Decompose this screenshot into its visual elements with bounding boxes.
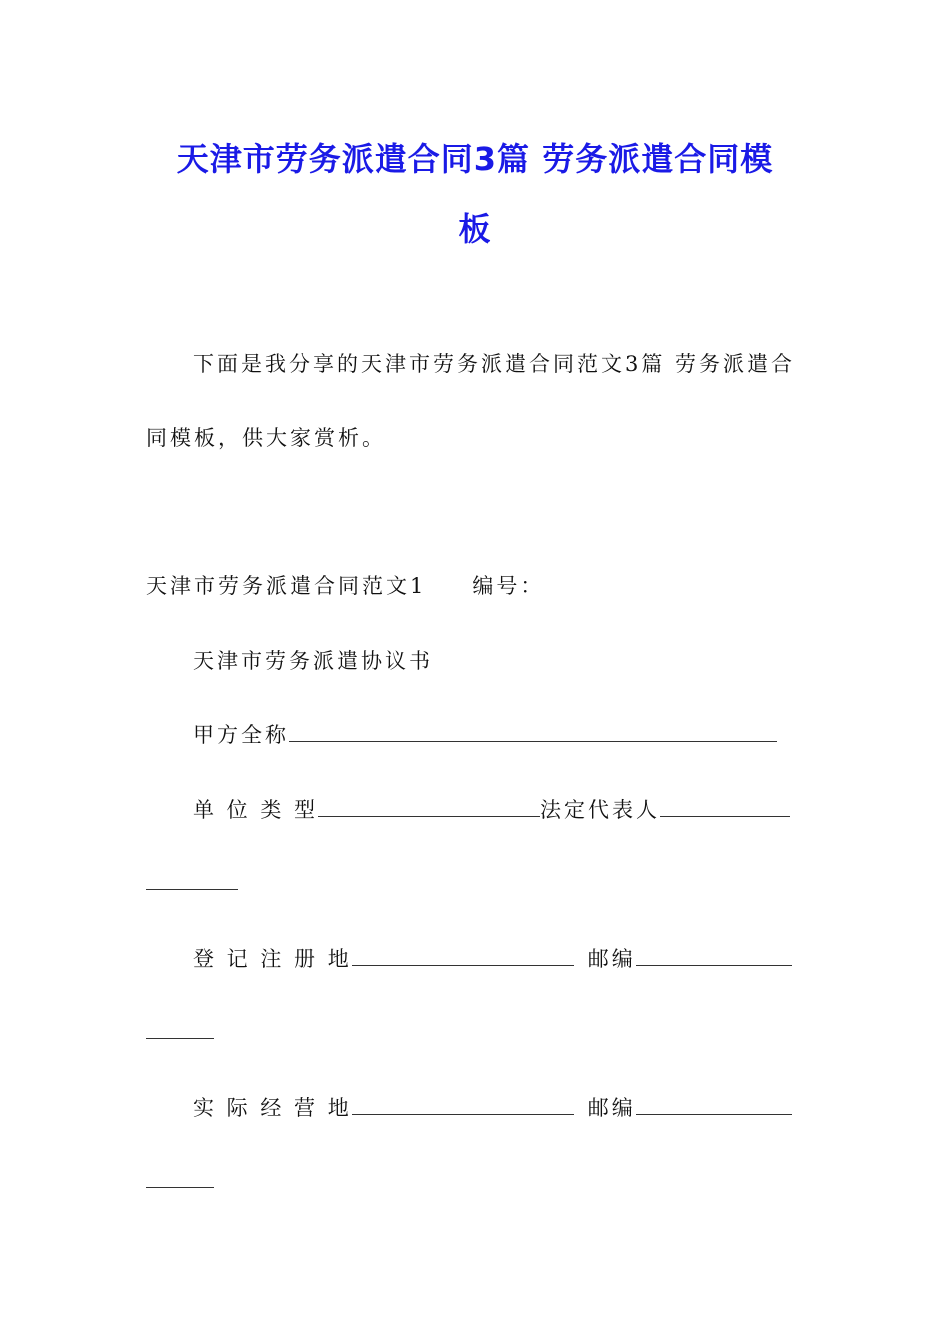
legal-rep-label: 法定代表人: [540, 798, 661, 822]
postcode-blank-1-continued-row: [146, 1017, 214, 1044]
unit-type-label: 单 位 类 型: [193, 798, 319, 822]
reg-address-blank: [352, 944, 574, 966]
postcode-blank-2-continued: [146, 1166, 214, 1188]
actual-address-row: [193, 1092, 792, 1122]
intro-paragraph-line-2: 同模板，供大家赏析。: [146, 426, 386, 450]
agreement-title: 天津市劳务派遣协议书: [193, 649, 433, 673]
actual-address-blank: [352, 1093, 574, 1115]
postcode-blank-1: [636, 944, 792, 966]
actual-address-label: 实 际 经 营 地: [193, 1096, 352, 1120]
document-title-line-2: 板: [458, 210, 492, 248]
party-a-fullname-row: [193, 719, 777, 749]
legal-rep-blank-continued: [146, 868, 238, 890]
section-heading: 天津市劳务派遣合同范文1: [146, 574, 427, 598]
document-title-line-1: 天津市劳务派遣合同3篇 劳务派遣合同模: [176, 140, 774, 178]
intro-paragraph-line-1: 下面是我分享的天津市劳务派遣合同范文3篇 劳务派遣合: [193, 352, 796, 376]
reg-address-row: [193, 943, 792, 973]
postcode-label-2: 邮编: [587, 1096, 636, 1120]
section-heading-row: [146, 570, 544, 600]
unit-type-blank: [318, 795, 540, 817]
party-a-fullname-label: 甲方全称: [193, 723, 289, 747]
postcode-label-1: 邮编: [587, 947, 636, 971]
postcode-blank-1-continued: [146, 1017, 214, 1039]
legal-rep-blank: [660, 795, 790, 817]
reg-address-label: 登 记 注 册 地: [193, 947, 352, 971]
unit-type-row: [193, 794, 790, 824]
postcode-blank-2-continued-row: [146, 1166, 214, 1193]
party-a-fullname-blank: [289, 720, 777, 742]
number-label: 编号：: [472, 574, 545, 598]
postcode-blank-2: [636, 1093, 792, 1115]
legal-rep-blank-continued-row: [146, 868, 238, 895]
